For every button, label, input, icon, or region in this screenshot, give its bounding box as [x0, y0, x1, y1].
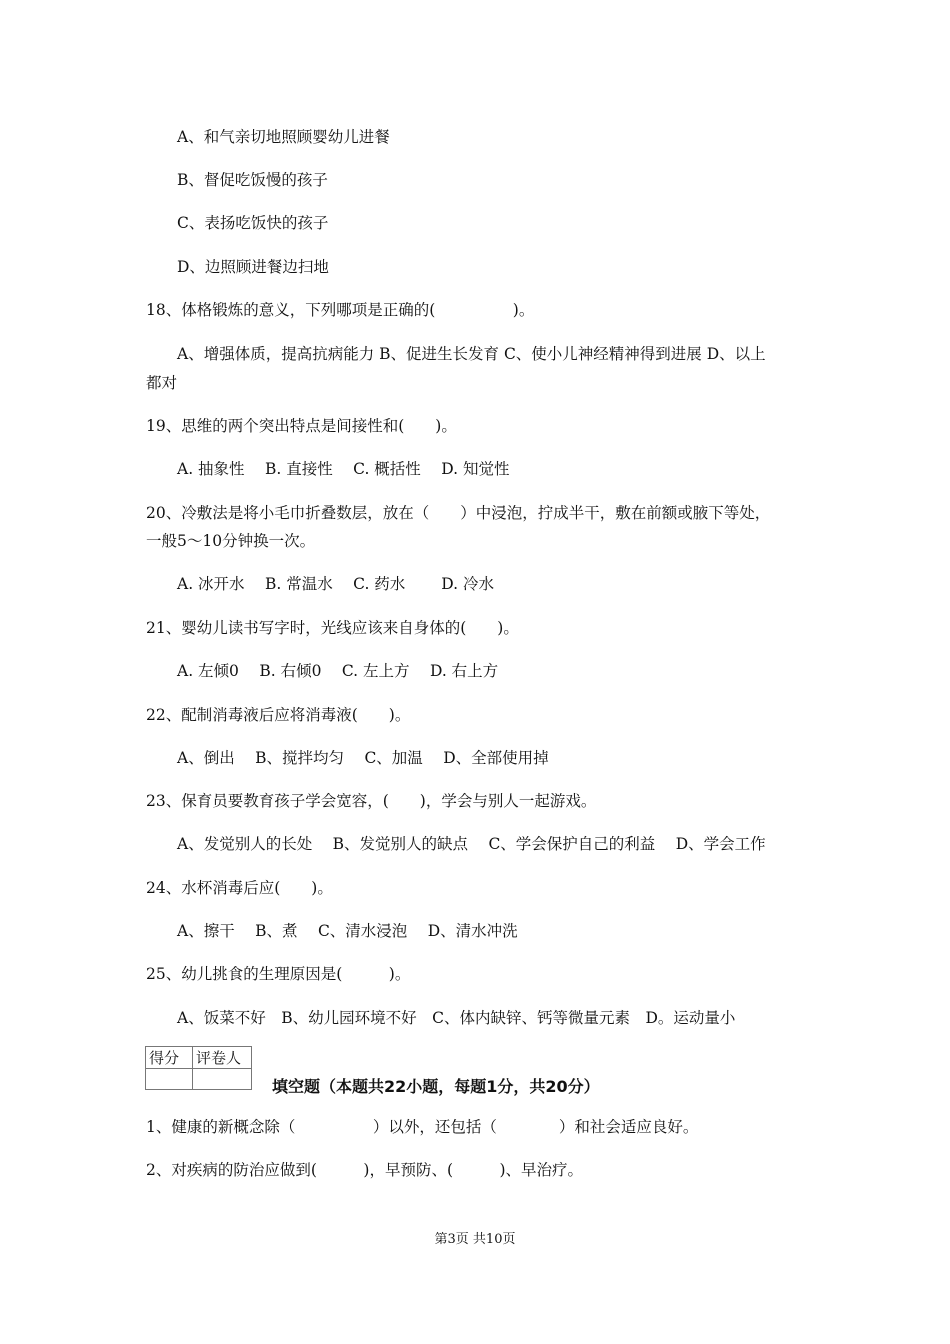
fill-question-1: 1、健康的新概念除（ ）以外，还包括（ ）和社会适应良好。: [146, 1118, 699, 1136]
question-20-line1: 20、冷敷法是将小毛巾折叠数层，放在（ ）中浸泡，拧成半干，敷在前额或腋下等处，: [146, 504, 771, 522]
question-19-options: A. 抽象性 B. 直接性 C. 概括性 D. 知觉性: [177, 460, 510, 478]
question-19: 19、思维的两个突出特点是间接性和( )。: [146, 417, 457, 435]
question-23-options: A、发觉别人的长处 B、发觉别人的缺点 C、学会保护自己的利益 D、学会工作: [177, 835, 766, 853]
question-18: 18、体格锻炼的意义，下列哪项是正确的( )。: [146, 301, 535, 319]
option-c-prev: C、表扬吃饭快的孩子: [177, 214, 329, 232]
question-21-options: A. 左倾0 B. 右倾0 C. 左上方 D. 右上方: [177, 662, 499, 680]
option-a-prev: A、和气亲切地照顾婴幼儿进餐: [177, 128, 390, 146]
option-b-prev: B、督促吃饭慢的孩子: [177, 171, 328, 189]
score-cell: [146, 1069, 193, 1090]
question-20-line2: 一般5～10分钟换一次。: [146, 532, 316, 550]
grader-cell: [193, 1069, 252, 1090]
question-18-options-line1: A、增强体质，提高抗病能力 B、促进生长发育 C、使小儿神经精神得到进展 D、以上: [177, 345, 766, 363]
question-24: 24、水杯消毒后应( )。: [146, 879, 333, 897]
question-23: 23、保育员要教育孩子学会宽容，( )，学会与别人一起游戏。: [146, 792, 597, 810]
score-header: 得分: [146, 1047, 193, 1069]
score-table: [145, 1046, 252, 1090]
question-22-options: A、倒出 B、搅拌均匀 C、加温 D、全部使用掉: [177, 749, 549, 767]
question-21: 21、婴幼儿读书写字时，光线应该来自身体的( )。: [146, 619, 519, 637]
section-heading: 填空题（本题共22小题，每题1分，共20分）: [272, 1077, 600, 1096]
question-22: 22、配制消毒液后应将消毒液( )。: [146, 706, 411, 724]
question-25: 25、幼儿挑食的生理原因是( )。: [146, 965, 411, 983]
grader-header: 评卷人: [193, 1047, 252, 1069]
question-24-options: A、擦干 B、煮 C、清水浸泡 D、清水冲洗: [177, 922, 518, 940]
page-footer: 第3页 共10页: [434, 1232, 516, 1247]
question-20-options: A. 冰开水 B. 常温水 C. 药水 D. 冷水: [177, 575, 494, 593]
option-d-prev: D、边照顾进餐边扫地: [177, 258, 329, 276]
fill-question-2: 2、对疾病的防治应做到( )，早预防、( )、早治疗。: [146, 1161, 584, 1179]
question-25-options: A、饭菜不好 B、幼儿园环境不好 C、体内缺锌、钙等微量元素 D。运动量小: [177, 1009, 736, 1027]
question-18-options-line2: 都对: [146, 374, 178, 392]
